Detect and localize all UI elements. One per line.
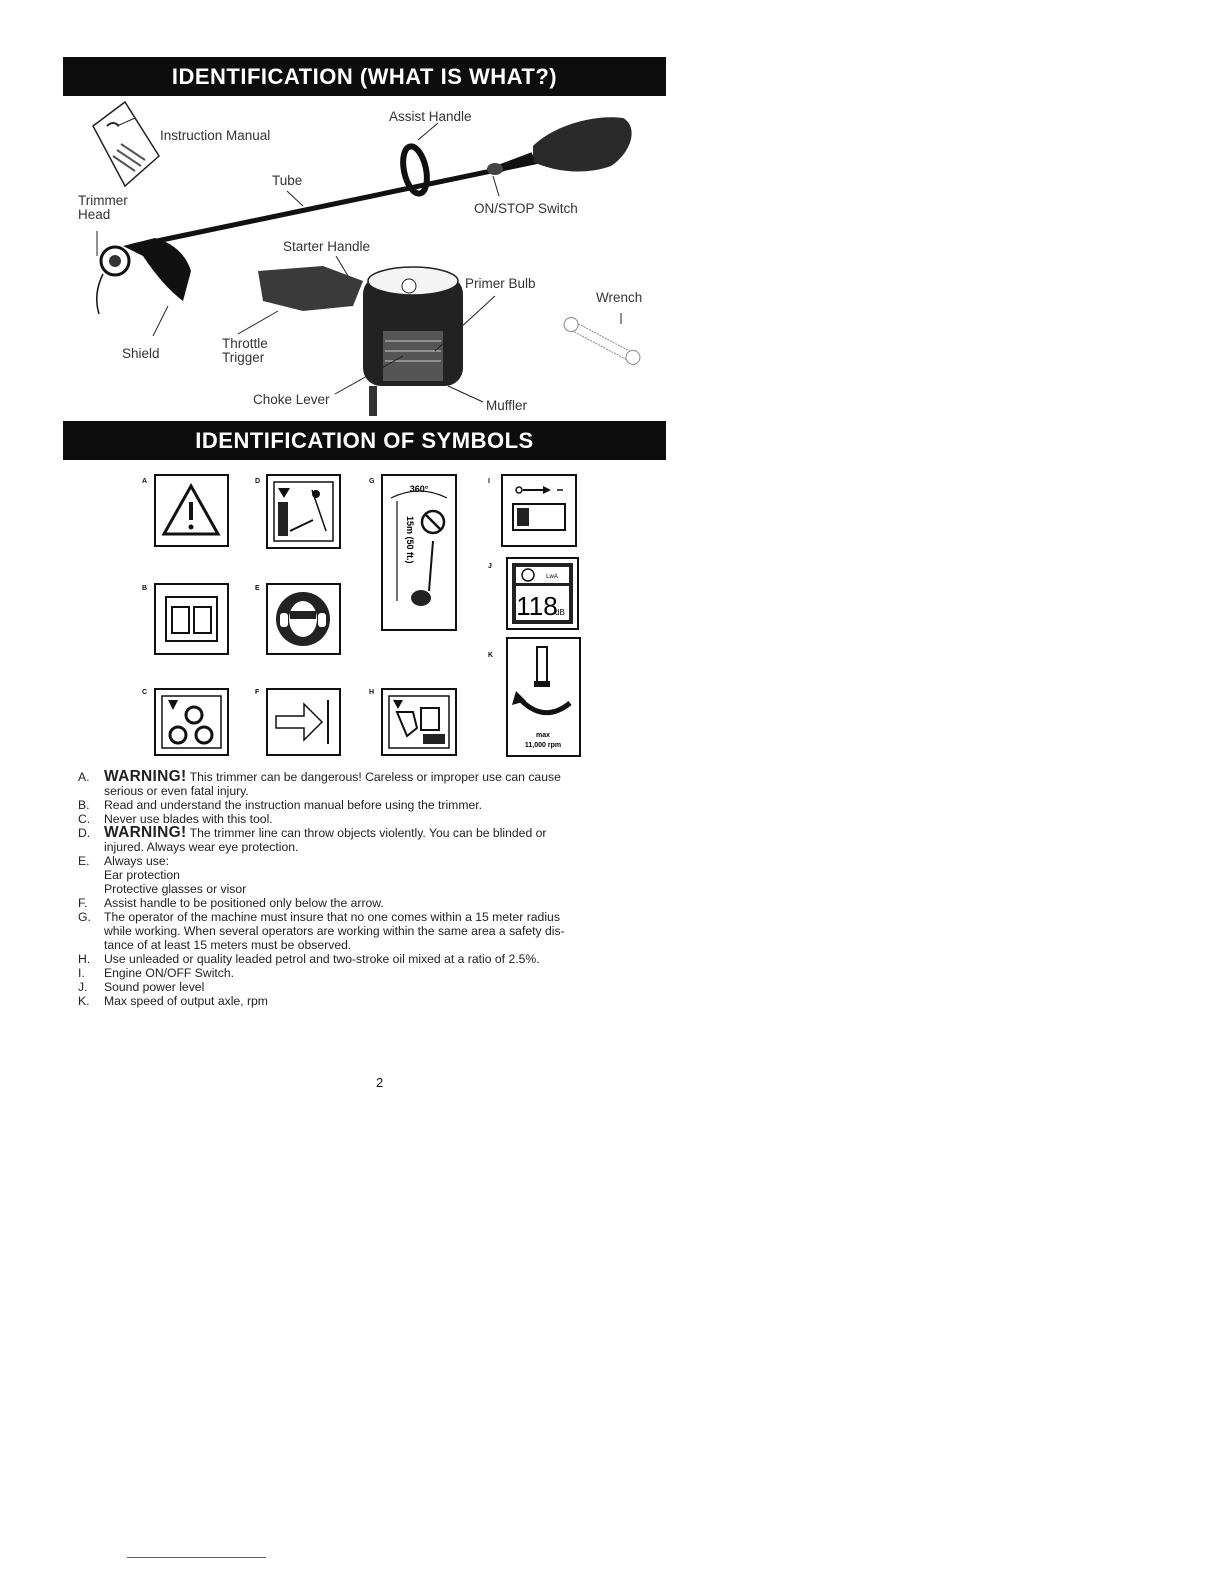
description-text: Never use blades with this tool. — [104, 812, 273, 826]
description-key: C. — [78, 812, 91, 826]
description-text: Sound power level — [104, 980, 205, 994]
description-i — [78, 966, 658, 980]
description-key: D. — [78, 826, 91, 840]
description-a — [78, 770, 658, 798]
symbol-letter-d: D — [255, 478, 261, 485]
description-h — [78, 952, 658, 966]
symbol-b-manual — [154, 583, 229, 655]
arrow-right-icon — [268, 690, 339, 754]
description-text: serious or even fatal injury. — [104, 784, 249, 798]
symbol-j-sound-power — [506, 557, 579, 630]
max-speed-icon — [508, 639, 579, 755]
label-assist-handle: Assist Handle — [389, 109, 472, 124]
symbol-i-on-off-switch — [501, 474, 577, 547]
description-key: B. — [78, 798, 90, 812]
description-text: while working. When several operators are working within the same area a safety dis- — [104, 924, 565, 938]
symbols-banner: IDENTIFICATION OF SYMBOLS — [63, 421, 666, 460]
wrench-icon — [562, 315, 643, 367]
label-starter-handle: Starter Handle — [283, 239, 371, 254]
symbol-letter-k: K — [488, 652, 494, 659]
book-icon — [156, 585, 227, 653]
symbol-e-protection — [266, 583, 341, 655]
description-text: The trimmer line can throw objects violently. You can be blinded or — [189, 826, 547, 840]
description-text: injured. Always wear eye protection. — [104, 840, 299, 854]
symbol-j-level: 118 — [516, 591, 558, 621]
warning-triangle-icon — [156, 476, 227, 545]
symbol-letter-g: G — [369, 478, 375, 485]
sound-power-icon — [508, 559, 577, 628]
description-text: Read and understand the instruction manual before using the trimmer. — [104, 798, 483, 812]
description-text: The operator of the machine must insure that no one comes within a 15 meter radius — [104, 910, 560, 924]
symbol-g-angle: 360° — [409, 484, 429, 494]
symbol-h-fuel-mix — [381, 688, 457, 756]
symbol-k-max-speed — [506, 637, 581, 757]
instruction-manual-icon — [93, 102, 159, 186]
description-text: Always use: — [104, 854, 170, 868]
symbol-letter-c: C — [142, 689, 148, 696]
label-throttle-trigger-line2: Trigger — [222, 350, 265, 365]
description-d — [78, 826, 658, 854]
description-text: Use unleaded or quality leaded petrol and two-stroke oil mixed at a ratio of 2.5%. — [104, 952, 540, 966]
symbol-j-lwa: LwA — [546, 574, 558, 580]
description-text: This trimmer can be dangerous! Careless or improper use can cause — [189, 770, 561, 784]
label-on-stop-switch: ON/STOP Switch — [474, 201, 578, 216]
label-primer-bulb: Primer Bulb — [465, 276, 536, 291]
symbol-letter-b: B — [142, 585, 148, 592]
page-number: 2 — [376, 1075, 384, 1090]
symbol-letter-a: A — [142, 478, 148, 485]
symbol-letter-i: I — [488, 478, 490, 485]
description-f — [78, 896, 658, 910]
symbol-f-handle-arrow — [266, 688, 341, 756]
warning-label: WARNING! — [104, 768, 187, 785]
footnote-divider — [127, 1557, 266, 1558]
description-key: J. — [78, 980, 88, 994]
identification-banner: IDENTIFICATION (WHAT IS WHAT?) — [63, 57, 666, 96]
description-key: H. — [78, 952, 91, 966]
description-text: Assist handle to be positioned only below the arrow. — [104, 896, 384, 910]
label-choke-lever: Choke Lever — [253, 392, 330, 407]
trimmer-illustration — [63, 96, 666, 421]
trimmer-head-icon — [97, 238, 191, 314]
description-key: G. — [78, 910, 91, 924]
label-shield: Shield — [122, 346, 160, 361]
thrown-objects-icon — [268, 476, 339, 547]
symbol-k-rpm: 11,000 rpm — [524, 742, 562, 749]
description-text: Protective glasses or visor — [104, 882, 247, 896]
description-j — [78, 980, 658, 994]
symbol-j-unit: dB — [555, 608, 565, 617]
description-b — [78, 798, 658, 812]
symbol-d-thrown-objects — [266, 474, 341, 549]
description-key: I. — [78, 966, 85, 980]
label-trimmer-head-line2: Head — [78, 207, 111, 222]
safety-radius-icon — [383, 476, 455, 629]
warning-label: WARNING! — [104, 824, 187, 841]
on-off-switch-icon — [503, 476, 575, 545]
description-key: F. — [78, 896, 88, 910]
label-tube: Tube — [272, 173, 303, 188]
symbol-letter-h: H — [369, 689, 375, 696]
description-g — [78, 910, 658, 952]
symbol-letter-e: E — [255, 585, 260, 592]
description-key: A. — [78, 770, 90, 784]
symbol-descriptions — [78, 770, 658, 1008]
ear-eye-protection-icon — [268, 585, 339, 653]
label-wrench: Wrench — [596, 290, 643, 305]
description-e — [78, 854, 658, 896]
symbol-a-warning — [154, 474, 229, 547]
label-instruction-manual: Instruction Manual — [160, 128, 271, 143]
symbol-letter-j: J — [488, 563, 492, 570]
symbol-g-safety-radius — [381, 474, 457, 631]
symbol-c-no-blades — [154, 688, 229, 756]
description-key: E. — [78, 854, 90, 868]
symbol-letter-f: F — [255, 689, 260, 696]
label-throttle-trigger-line1: Throttle — [222, 336, 268, 351]
description-text: Engine ON/OFF Switch. — [104, 966, 235, 980]
label-muffler: Muffler — [486, 398, 528, 413]
label-trimmer-head-line1: Trimmer — [78, 193, 128, 208]
fuel-mix-icon — [383, 690, 455, 754]
description-text: Max speed of output axle, rpm — [104, 994, 268, 1008]
description-key: K. — [78, 994, 90, 1008]
description-text: tance of at least 15 meters must be observed. — [104, 938, 352, 952]
description-text: Ear protection — [104, 868, 180, 882]
description-k — [78, 994, 658, 1008]
no-blades-icon — [156, 690, 227, 754]
symbol-g-distance: 15m (50 ft.) — [405, 516, 415, 564]
symbol-k-max: max — [535, 732, 551, 739]
